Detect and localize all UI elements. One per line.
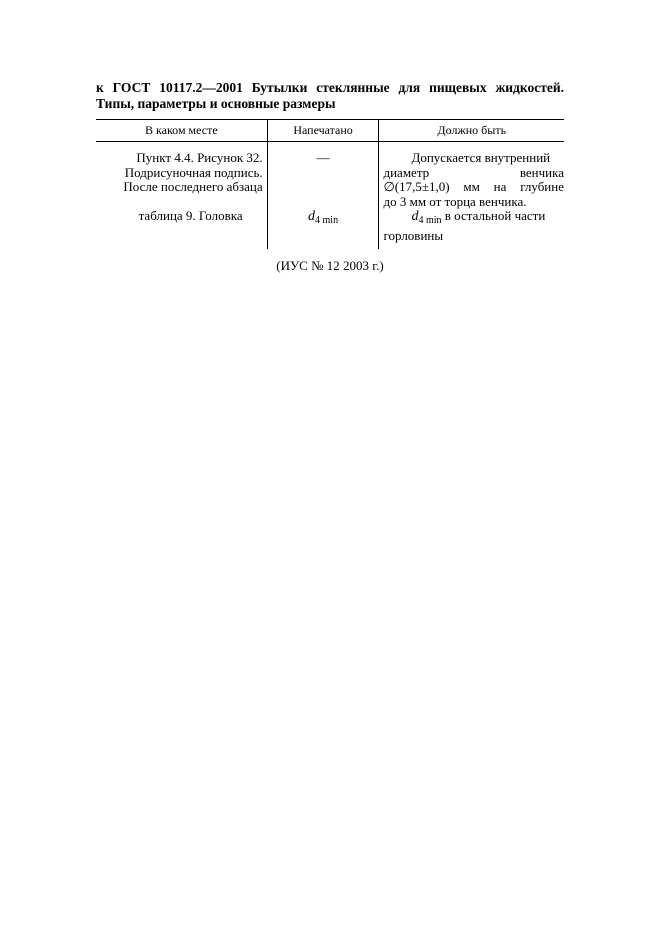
- cell-should-be: [379, 209, 564, 249]
- heading-line-2: Типы, параметры и основные размеры: [96, 96, 336, 111]
- cell-where: [96, 209, 267, 249]
- table-row: [96, 209, 564, 249]
- symbol-subscript: 4 min: [315, 215, 339, 226]
- cell-text-line: После последнего абзаца: [123, 179, 263, 194]
- cell-text: в остальной части горловины: [383, 208, 546, 243]
- cell-text-line: Подрисуночная подпись.: [124, 164, 263, 180]
- symbol-d: d: [308, 209, 316, 224]
- table-row: [96, 142, 564, 210]
- document-heading: [96, 80, 564, 112]
- cell-should-be: [379, 142, 564, 210]
- source-reference: (ИУС № 12 2003 г.): [276, 258, 384, 273]
- cell-text-line: диаметр венчика: [383, 164, 564, 180]
- cell-text-line: ∅(17,5±1,0) мм на глубине: [383, 179, 564, 194]
- cell-text: —: [316, 150, 330, 165]
- symbol-d: d: [411, 209, 419, 224]
- cell-text-line: до 3 мм от торца венчика.: [383, 193, 527, 209]
- column-header-where: В каком месте: [96, 120, 267, 142]
- erratum-table: [96, 119, 564, 249]
- cell-text: таблица 9. Головка: [138, 208, 243, 223]
- cell-text-line: Допускается внутренний: [411, 150, 551, 165]
- heading-line-1: к ГОСТ 10117.2—2001 Бутылки стеклянные для пищевых жидкостей.: [96, 80, 564, 95]
- symbol-subscript: 4 min: [418, 215, 442, 226]
- table-header-row: [96, 120, 564, 142]
- cell-text-line: Пункт 4.4. Рисунок 32.: [136, 150, 263, 165]
- cell-printed: [267, 209, 379, 249]
- cell-where: [96, 142, 267, 210]
- cell-printed: [267, 142, 379, 210]
- column-header-should-be: Должно быть: [379, 120, 564, 142]
- column-header-printed: Напечатано: [267, 120, 379, 142]
